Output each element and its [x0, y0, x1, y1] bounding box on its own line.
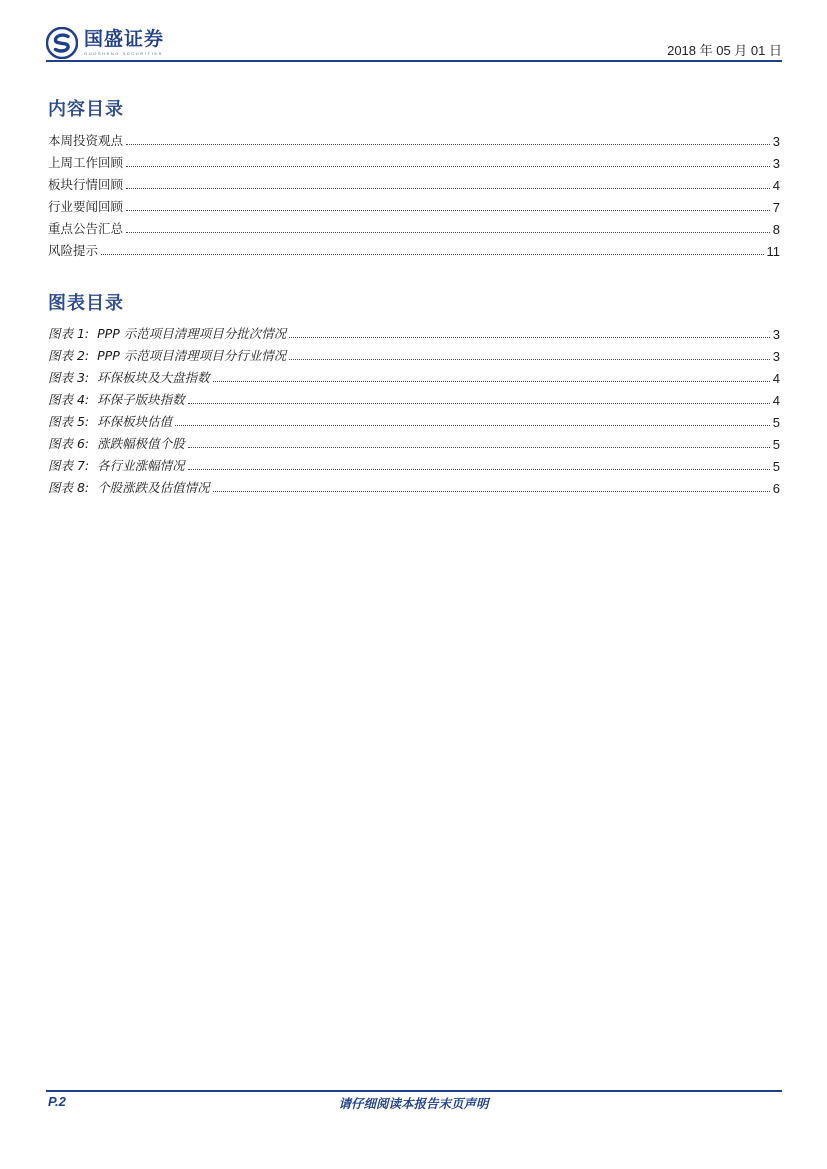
toc-entry-label	[48, 478, 210, 496]
dot-leader	[126, 144, 770, 145]
toc-page-number: 4	[772, 371, 780, 386]
figure-number: 图表 8:	[48, 480, 90, 495]
toc-entry-text: PPP 示范项目清理项目分批次情况	[97, 326, 287, 341]
figure-toc-entry[interactable]	[48, 474, 780, 496]
toc-page-number: 4	[772, 393, 780, 408]
figure-number: 图表 2:	[48, 348, 90, 363]
toc-page-number: 6	[772, 481, 780, 496]
toc-entry-label	[48, 241, 98, 259]
figure-toc-entry[interactable]	[48, 364, 780, 386]
figure-number: 图表 3:	[48, 370, 90, 385]
dot-leader	[126, 232, 770, 233]
toc-page-number: 4	[772, 178, 780, 193]
dot-leader	[101, 254, 763, 255]
toc-entry-label	[48, 153, 123, 171]
figure-toc-entry[interactable]	[48, 452, 780, 474]
contents-toc-entry[interactable]	[48, 193, 780, 215]
dot-leader	[213, 491, 770, 492]
toc-entry-label	[48, 412, 172, 430]
toc-entry-label	[48, 368, 210, 386]
footer-divider	[46, 1090, 782, 1092]
page-header	[46, 22, 782, 62]
guosheng-logo-icon	[46, 27, 78, 59]
dot-leader	[126, 210, 770, 211]
dot-leader	[289, 359, 770, 360]
dot-leader	[175, 425, 770, 426]
toc-entry-label	[48, 197, 123, 215]
contents-toc-entry[interactable]	[48, 149, 780, 171]
figure-toc-entry[interactable]	[48, 430, 780, 452]
toc-entry-text: 环保板块及大盘指数	[97, 370, 210, 385]
toc-entry-label	[48, 324, 286, 342]
dot-leader	[213, 381, 770, 382]
company-logo	[46, 26, 164, 60]
toc-entry-text: 行业要闻回顾	[48, 199, 124, 214]
contents-toc-entry[interactable]	[48, 237, 780, 259]
toc-entry-text: 环保子版块指数	[97, 392, 185, 407]
dot-leader	[188, 403, 770, 404]
toc-entry-text: PPP 示范项目清理项目分行业情况	[97, 348, 287, 363]
toc-entry-text: 上周工作回顾	[48, 155, 124, 170]
contents-list	[48, 127, 780, 259]
toc-page-number: 3	[772, 349, 780, 364]
dot-leader	[188, 469, 770, 470]
toc-entry-text: 涨跌幅极值个股	[97, 436, 185, 451]
dot-leader	[289, 337, 770, 338]
figure-toc-entry[interactable]	[48, 342, 780, 364]
toc-page-number: 5	[772, 437, 780, 452]
toc-entry-label	[48, 175, 123, 193]
dot-leader	[126, 166, 770, 167]
toc-entry-text: 本周投资观点	[48, 133, 124, 148]
toc-page-number: 8	[772, 222, 780, 237]
toc-entry-label	[48, 131, 123, 149]
contents-title: 内容目录	[48, 99, 124, 120]
toc-entry-label	[48, 219, 123, 237]
contents-toc-entry[interactable]	[48, 127, 780, 149]
toc-page-number: 11	[766, 244, 780, 259]
figure-number: 图表 4:	[48, 392, 90, 407]
toc-page-number: 3	[772, 134, 780, 149]
logo-chinese-name: 国盛证券	[84, 28, 165, 50]
toc-entry-text: 各行业涨幅情况	[97, 458, 185, 473]
figure-number: 图表 6:	[48, 436, 90, 451]
figures-list	[48, 320, 780, 496]
figure-toc-entry[interactable]	[48, 408, 780, 430]
toc-entry-text: 环保板块估值	[97, 414, 173, 429]
header-divider	[46, 60, 782, 62]
toc-entry-text: 风险提示	[48, 243, 99, 258]
dot-leader	[188, 447, 770, 448]
toc-entry-label	[48, 434, 185, 452]
toc-entry-text: 板块行情回顾	[48, 177, 124, 192]
toc-page-number: 3	[772, 156, 780, 171]
report-date: 2018 年 05 月 01 日	[667, 43, 782, 58]
toc-page-number: 5	[772, 459, 780, 474]
figure-toc-entry[interactable]	[48, 320, 780, 342]
toc-page-number: 3	[772, 327, 780, 342]
figures-title: 图表目录	[48, 293, 124, 314]
disclaimer-note: 请仔细阅读本报告末页声明	[338, 1096, 489, 1111]
toc-entry-label	[48, 390, 185, 408]
toc-entry-text: 重点公告汇总	[48, 221, 124, 236]
page-number: P.2	[48, 1094, 66, 1109]
toc-page-number: 7	[772, 200, 780, 215]
figure-number: 图表 7:	[48, 458, 90, 473]
contents-toc-entry[interactable]	[48, 215, 780, 237]
toc-entry-label	[48, 346, 286, 364]
toc-entry-label	[48, 456, 185, 474]
figure-number: 图表 1:	[48, 326, 90, 341]
contents-toc-entry[interactable]	[48, 171, 780, 193]
logo-english-name: GUOSHENG SECURITIES	[84, 51, 163, 56]
dot-leader	[126, 188, 770, 189]
toc-page-number: 5	[772, 415, 780, 430]
figure-number: 图表 5:	[48, 414, 90, 429]
figure-toc-entry[interactable]	[48, 386, 780, 408]
toc-entry-text: 个股涨跌及估值情况	[97, 480, 210, 495]
